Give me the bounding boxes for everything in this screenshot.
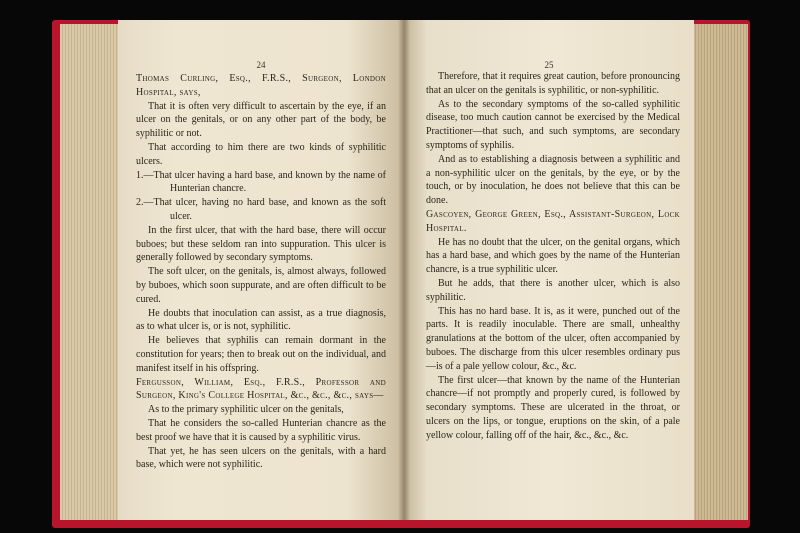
- paragraph: As to the primary syphilitic ulcer on the genitals,: [148, 404, 344, 416]
- paragraph: In the first ulcer, that with the hard base, there will occur buboes; but these seldom ran into suppuration. This ulcer is generally followed by secondary symptoms.: [136, 224, 386, 264]
- left-page-text: [136, 72, 386, 472]
- page-edges-left: [60, 24, 122, 520]
- right-page-text: [426, 70, 680, 443]
- paragraph: Thomas Curling, Esq., F.R.S., Surgeon, London Hospital, says,: [136, 73, 386, 98]
- paragraph: But he adds, that there is another ulcer, which is also syphilitic.: [426, 277, 680, 303]
- page-number: 25: [544, 60, 554, 70]
- paragraph: As to the secondary symptoms of the so-called syphilitic disease, too much caution cannot be exercised by the Medical Practitioner—that such, and such symptoms, are secondary symptoms of syphilis.: [426, 98, 680, 151]
- paragraph: Gascoyen, George Green, Esq., Assistant-Surgeon, Lock Hospital.: [426, 208, 680, 234]
- paragraph: That yet, he has seen ulcers on the genitals, with a hard base, which were not syphilitic.: [136, 445, 386, 471]
- book-gutter: [398, 20, 410, 520]
- paragraph: This has no hard base. It is, as it were, punched out of the parts. It is readily inoculable. There are small, unhealthy granulations at the bottom of the ulcer, often accompanied by buboes. The discharge from this ulcer resembles ordinary pus—is of a pale yellow colour, &c., &c.: [426, 305, 680, 372]
- paragraph: He believes that syphilis can remain dormant in the constitution for years; then to break out on the individual, and manifest itself in his offspring.: [136, 335, 386, 374]
- list-item: 2.—That ulcer, having no hard base, and known as the soft ulcer.: [136, 197, 386, 222]
- paragraph: He has no doubt that the ulcer, on the genital organs, which has a hard base, and which goes by the name of the Hunterian chancre, is a true syphilitic ulcer.: [426, 236, 680, 276]
- left-page: [118, 20, 404, 520]
- paragraph: Therefore, that it requires great caution, before pronouncing that an ulcer on the genitals is syphilitic, or non-syphilitic.: [426, 71, 680, 96]
- page-number: 24: [256, 60, 266, 70]
- paragraph: The soft ulcer, on the genitals, is, almost always, followed by buboes, which soon suppurate, and are often difficult to be cured.: [136, 266, 386, 305]
- paragraph: That according to him there are two kinds of syphilitic ulcers.: [136, 141, 386, 167]
- paragraph: He doubts that inoculation can assist, as a true diagnosis, as to what ulcer is, or is not, syphilitic.: [136, 307, 386, 333]
- paragraph: That he considers the so-called Hunterian chancre as the best proof we have that it is caused by a syphilitic virus.: [136, 417, 386, 443]
- paragraph: That it is often very difficult to ascertain by the eye, if an ulcer on the genitals, or on any other part of the body, be syphilitic or not.: [136, 100, 386, 140]
- paragraph: The first ulcer—that known by the name of the Hunterian chancre—if not promptly and properly cured, is followed by secondary symptoms. These are ulcerated in the throat, or ulcers on the lips, or tongue, eruptions on the skin, of a pale yellow colour, falling off of the hair, &c., &c., &c.: [426, 374, 680, 441]
- page-edges-right: [690, 24, 748, 520]
- paragraph: And as to establishing a diagnosis between a syphilitic and a non-syphilitic ulcer on the genitals, by the eye, or by the touch, or by inoculation, he does not believe that this can be done.: [426, 153, 680, 207]
- right-page: [404, 20, 694, 520]
- list-item: 1.—That ulcer having a hard base, and known by the name of Hunterian chancre.: [136, 169, 386, 195]
- paragraph: Fergusson, William, Esq., F.R.S., Professor and Surgeon, King's College Hospital, &c., &c., &c., says—: [136, 376, 386, 402]
